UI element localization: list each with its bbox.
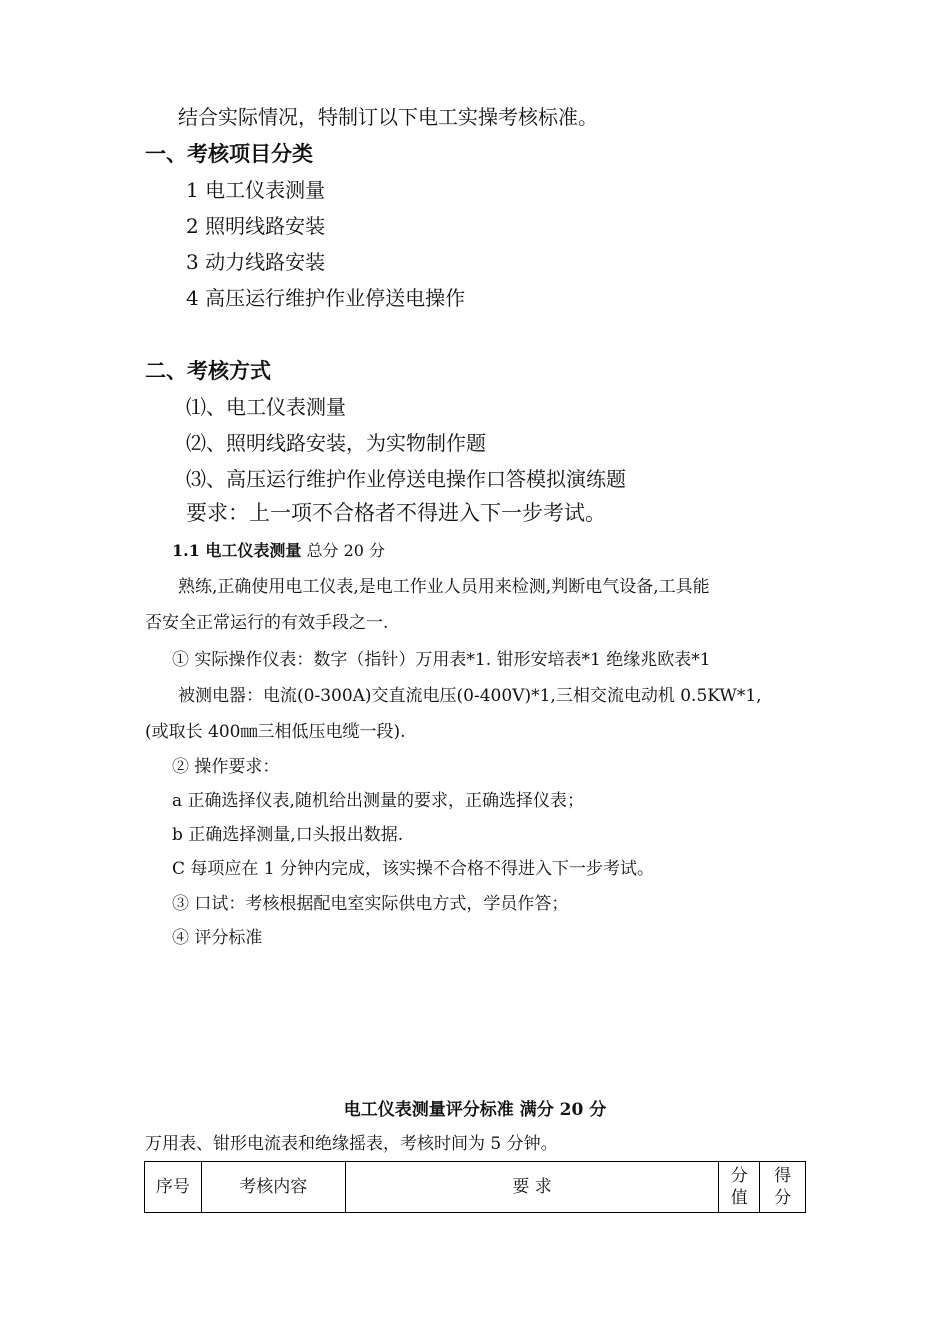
section2-item: ⑶、高压运行维护作业停送电操作口答模拟演练题 — [186, 467, 626, 491]
instruments-line: ① 实际操作仪表：数字（指针）万用表*1. 钳形安培表*1 绝缘兆欧表*1 — [172, 650, 711, 670]
section1-item: 1 电工仪表测量 — [186, 178, 326, 202]
subsection-title: 1.1 电工仪表测量 — [172, 541, 302, 560]
operation-item: C 每项应在 1 分钟内完成，该实操不合格不得进入下一步考试。 — [172, 859, 655, 879]
header-score-top: 得 — [774, 1166, 792, 1186]
table-note: 万用表、钳形电流表和绝缘摇表，考核时间为 5 分钟。 — [145, 1134, 558, 1154]
intro-text: 结合实际情况，特制订以下电工实操考核标准。 — [178, 105, 598, 129]
scoring-table — [144, 1161, 806, 1213]
section2-item: ⑴、电工仪表测量 — [186, 395, 346, 419]
devices-line: 被测电器：电流(0-300A)交直流电压(0-400V)*1,三相交流电动机 0.5KW*1, — [178, 686, 762, 706]
section2-requirement: 要求：上一项不合格者不得进入下一步考试。 — [186, 501, 606, 525]
section1-item: 3 动力线路安装 — [186, 250, 326, 274]
operation-item: b 正确选择测量,口头报出数据. — [172, 825, 404, 845]
section1-item: 4 高压运行维护作业停送电操作 — [186, 286, 466, 310]
header-points-bottom: 值 — [730, 1188, 748, 1208]
section2-item: ⑵、照明线路安装，为实物制作题 — [186, 431, 486, 455]
devices-line: (或取长 400㎜三相低压电缆一段). — [145, 722, 406, 742]
operation-heading: ② 操作要求： — [172, 757, 280, 777]
section2-heading: 二、考核方式 — [145, 358, 271, 383]
table-header-row — [145, 1162, 806, 1213]
oral-exam-line: ③ 口试：考核根据配电室实际供电方式，学员作答； — [172, 894, 569, 914]
section1-heading: 一、考核项目分类 — [145, 141, 313, 166]
scoring-heading: ④ 评分标准 — [172, 928, 263, 948]
header-requirement: 要 求 — [345, 1162, 719, 1213]
header-points-top: 分 — [730, 1166, 748, 1186]
header-seq: 序号 — [145, 1162, 202, 1213]
header-score — [760, 1162, 806, 1213]
header-score-bottom: 分 — [774, 1188, 792, 1208]
subsection-1-1-heading — [172, 538, 385, 561]
header-content: 考核内容 — [201, 1162, 345, 1213]
paragraph-line: 否安全正常运行的有效手段之一. — [145, 613, 389, 633]
subsection-score: 总分 20 分 — [306, 541, 386, 560]
paragraph-line: 熟练,正确使用电工仪表,是电工作业人员用来检测,判断电气设备,工具能 — [178, 577, 710, 597]
section1-item: 2 照明线路安装 — [186, 214, 326, 238]
header-points — [719, 1162, 760, 1213]
table-title: 电工仪表测量评分标准 满分 20 分 — [343, 1100, 607, 1120]
operation-item: a 正确选择仪表,随机给出测量的要求，正确选择仪表； — [172, 791, 584, 811]
